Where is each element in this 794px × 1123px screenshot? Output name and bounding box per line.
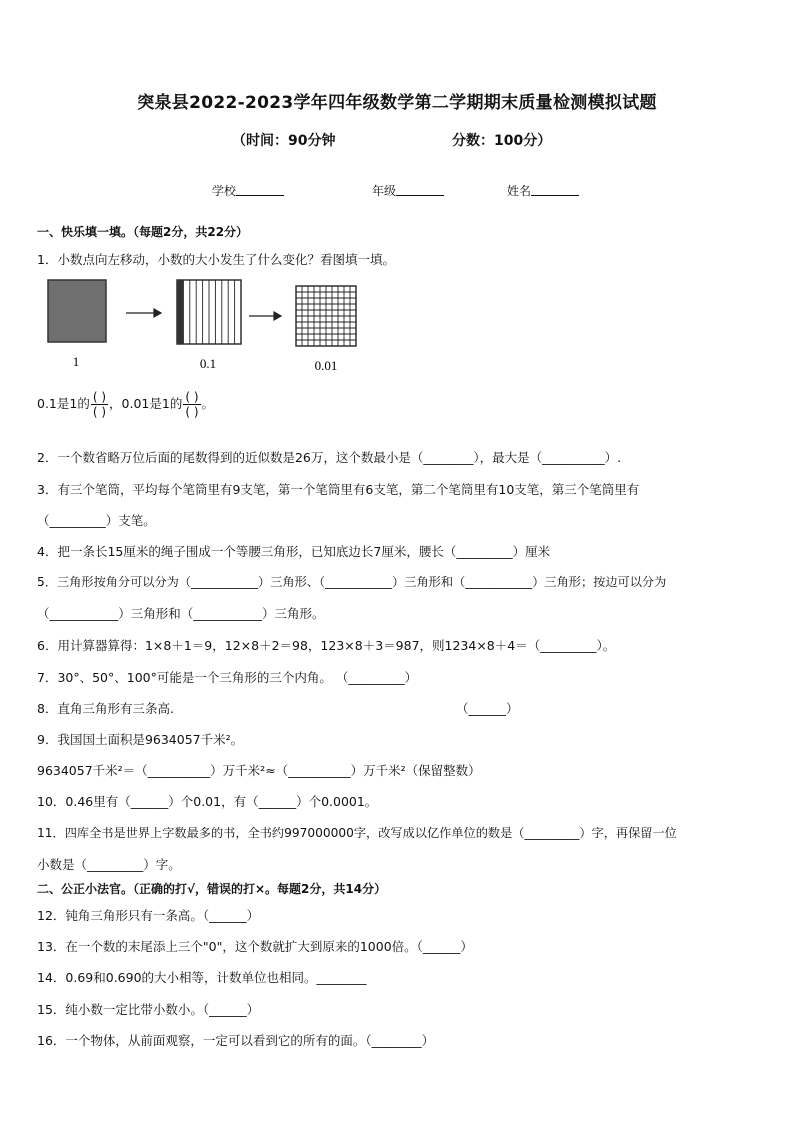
grade-label: 年级 — [372, 184, 397, 198]
question-7: 7．30°、50°、100°可能是一个三角形的三个内角。 （_________） — [37, 670, 418, 685]
arrow-2 — [249, 312, 281, 320]
figure-label-1: 1 — [72, 354, 80, 369]
question-16: 16．一个物体，从前面观察，一定可以看到它的所有的面。（________） — [37, 1033, 435, 1048]
exam-score: 分数：100分） — [452, 133, 552, 149]
figure-label-2: 0.1 — [199, 356, 217, 371]
decimal-figure — [44, 276, 364, 376]
question-14: 14．0.69和0.690的大小相等，计数单位也相同。________ — [37, 970, 367, 985]
school-field[interactable] — [212, 182, 284, 199]
question-11: 11．四库全书是世界上字数最多的书，全书约997000000字，改写成以亿作单位的数是（_________）字，再保留一位 — [37, 826, 677, 840]
fraction-blank-2[interactable]: $\frac{( )}{( )}$ — [185, 390, 199, 419]
question-11-cont: 小数是（_________）字。 — [37, 857, 181, 872]
fraction-blank-1[interactable]: $\frac{( )}{( )}$ — [92, 390, 107, 419]
question-4: 4．把一条长15厘米的绳子围成一个等腰三角形，已知底边长7厘米，腰长（_________）厘米 — [37, 544, 551, 559]
question-10: 10．0.46里有（______）个0.01，有（______）个0.0001。 — [37, 794, 378, 809]
school-blank[interactable] — [236, 185, 284, 196]
school-label: 学校 — [212, 184, 237, 198]
question-8-blank[interactable]: （______） — [456, 701, 519, 716]
grade-field[interactable] — [372, 182, 444, 199]
name-field[interactable] — [507, 182, 579, 199]
question-3-cont: （_________）支笔。 — [37, 513, 156, 528]
tenths-square — [177, 280, 241, 344]
page-title: 突泉县2022-2023学年四年级数学第二学期期末质量检测模拟试题 — [137, 93, 657, 113]
section-2-title: 二、公正小法官。（正确的打√，错误的打×。每题2分，共14分） — [37, 882, 387, 896]
question-5: 5．三角形按角分可以分为（___________）三角形、（___________）三角形和（___________）三角形；按边可以分为 — [37, 575, 667, 589]
hundredths-square — [296, 286, 356, 346]
question-9-cont: 9634057千米²＝（__________）万千米²≈（__________）万千米²（保留整数） — [37, 763, 481, 778]
question-1: 1．小数点向左移动，小数的大小发生了什么变化？看图填一填。 — [37, 252, 395, 267]
section-1-title: 一、快乐填一填。（每题2分，共22分） — [37, 225, 249, 239]
question-8: 8．直角三角形有三条高. — [37, 701, 174, 716]
figure-label-3: 0.01 — [314, 358, 338, 373]
question-1-answer: 0.1是1的 $\frac{( )}{( )}$ ，0.01是1的 $\frac{( )}{( )}$ 。 — [37, 390, 215, 419]
exam-time: （时间：90分钟 — [232, 133, 336, 149]
question-6: 6．用计算器算得：1×8＋1＝9，12×8＋2＝98，123×8＋3＝987，则1234×8＋4＝（_________）。 — [37, 638, 616, 653]
name-label: 姓名 — [507, 184, 532, 198]
unit-square — [48, 280, 106, 342]
name-blank[interactable] — [531, 185, 579, 196]
question-15: 15．纯小数一定比带小数小。（______） — [37, 1002, 260, 1017]
question-9: 9．我国国土面积是9634057千米²。 — [37, 732, 244, 747]
grade-blank[interactable] — [396, 185, 444, 196]
question-13: 13．在一个数的末尾添上三个"0"，这个数就扩大到原来的1000倍。（______） — [37, 939, 473, 954]
question-2: 2．一个数省略万位后面的尾数得到的近似数是26万，这个数最小是（________），最大是（__________）. — [37, 450, 622, 465]
arrow-1 — [126, 309, 161, 317]
question-5-cont: （___________）三角形和（___________）三角形。 — [37, 606, 325, 621]
question-3: 3．有三个笔筒，平均每个笔筒里有9支笔，第一个笔筒里有6支笔，第二个笔筒里有10支笔，第三个笔筒里有 — [37, 482, 640, 497]
question-12: 12．钝角三角形只有一条高。（______） — [37, 908, 260, 923]
